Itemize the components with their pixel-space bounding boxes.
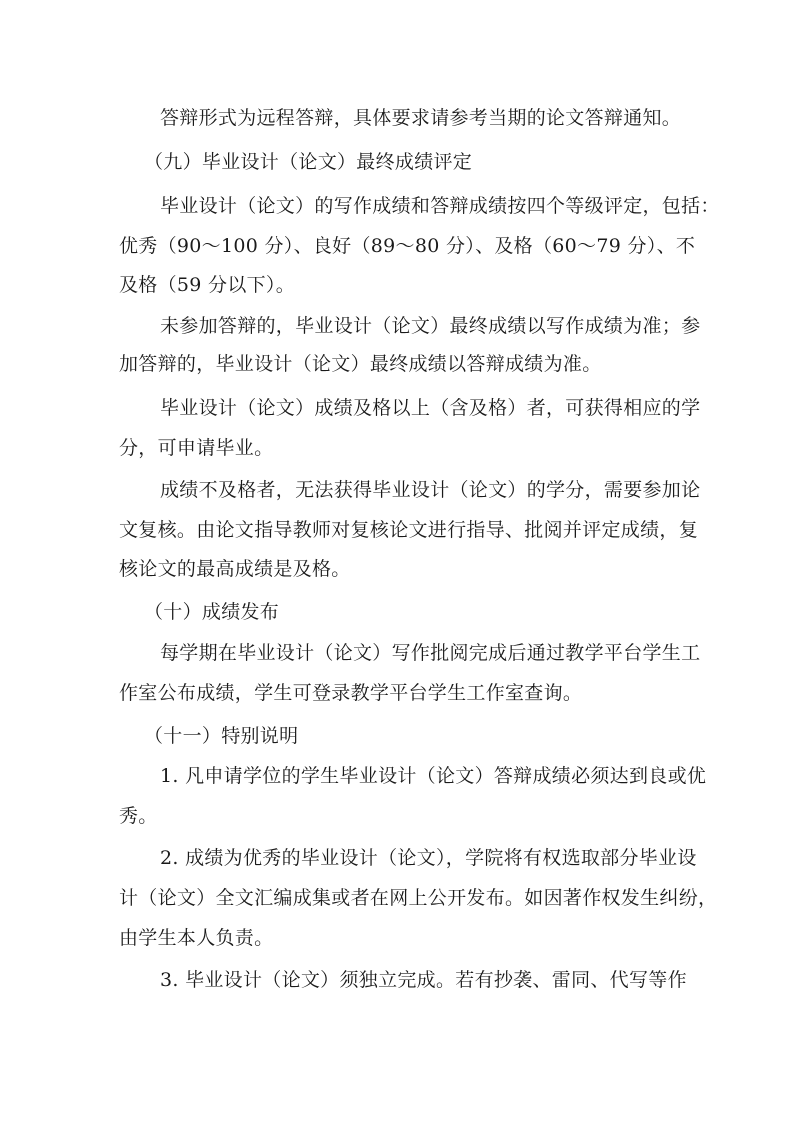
list-item-line: 1. 凡申请学位的学生毕业设计（论文）答辩成绩必须达到良或优 <box>160 765 707 787</box>
list-item-line: 计（论文）全文汇编成集或者在网上公开发布。如因著作权发生纠纷， <box>119 887 718 909</box>
paragraph-line: 未参加答辩的，毕业设计（论文）最终成绩以写作成绩为准；参 <box>160 315 701 337</box>
paragraph-line: 每学期在毕业设计（论文）写作批阅完成后通过教学平台学生工 <box>160 642 701 664</box>
paragraph-line: 毕业设计（论文）的写作成绩和答辩成绩按四个等级评定，包括： <box>160 195 720 217</box>
list-item-line: 由学生本人负责。 <box>119 927 274 949</box>
paragraph-line: 优秀（90～100 分）、良好（89～80 分）、及格（60～79 分）、不 <box>119 235 696 257</box>
list-item-line: 3. 毕业设计（论文）须独立完成。若有抄袭、雷同、代写等作 <box>160 969 687 991</box>
list-item-line: 秀。 <box>119 805 158 827</box>
paragraph-line: 加答辩的，毕业设计（论文）最终成绩以答辩成绩为准。 <box>119 353 602 375</box>
paragraph-line: 核论文的最高成绩是及格。 <box>119 558 351 580</box>
paragraph-line: 答辩形式为远程答辩，具体要求请参考当期的论文答辩通知。 <box>160 107 682 129</box>
section-heading-nine: （九）毕业设计（论文）最终成绩评定 <box>144 151 473 173</box>
section-heading-ten: （十）成绩发布 <box>144 601 280 623</box>
paragraph-line: 毕业设计（论文）成绩及格以上（含及格）者，可获得相应的学 <box>160 397 701 419</box>
paragraph-line: 分，可申请毕业。 <box>119 437 274 459</box>
list-item-line: 2. 成绩为优秀的毕业设计（论文），学院将有权选取部分毕业设 <box>160 847 697 869</box>
paragraph-line: 作室公布成绩，学生可登录教学平台学生工作室查询。 <box>119 682 583 704</box>
paragraph-line: 成绩不及格者，无法获得毕业设计（论文）的学分，需要参加论 <box>160 479 701 501</box>
section-heading-eleven: （十一）特别说明 <box>144 725 299 747</box>
paragraph-line: 及格（59 分以下）。 <box>119 274 296 296</box>
paragraph-line: 文复核。由论文指导教师对复核论文进行指导、批阅并评定成绩，复 <box>119 519 699 541</box>
